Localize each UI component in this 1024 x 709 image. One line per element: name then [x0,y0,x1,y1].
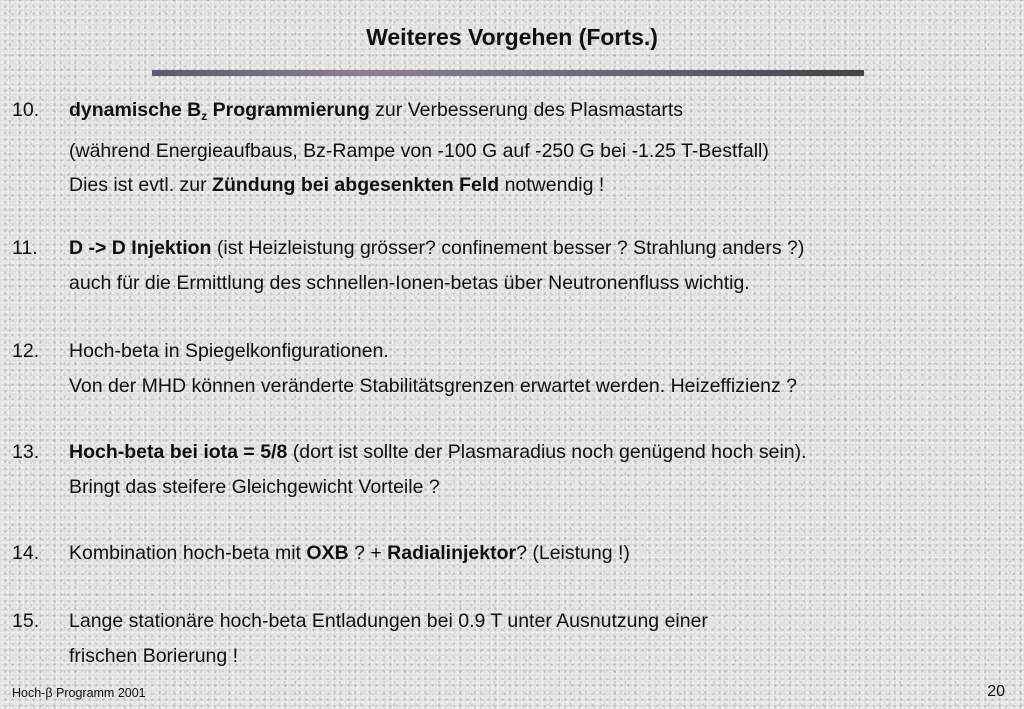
slide-title: Weiteres Vorgehen (Forts.) [366,24,658,50]
bold-text: Zündung bei abgesenkten Feld [212,174,500,196]
text-segment: Lange stationäre hoch-beta Entladungen bei 0.9 T unter Ausnutzung einer [69,610,708,632]
text-segment: Von der MHD können veränderte Stabilitätsgrenzen erwartet werden. Heizeffizienz ? [69,374,798,397]
text-segment: notwendig ! [499,174,605,196]
item-line [69,266,1019,301]
text-segment: ? + [348,542,388,564]
item-text [69,536,1019,571]
item-line [69,369,1019,404]
item-number: 12. [12,340,40,362]
text-segment: (ist Heizleistung grösser? confinement besser ? Strahlung anders ?) [211,237,805,259]
text-segment: Kombination hoch-beta mit [69,542,307,564]
title-underline [152,70,864,76]
item-number: 15. [12,610,40,632]
footer-caption: Hoch-β Programm 2001 [12,686,146,700]
item-text [69,435,1019,504]
bold-text: dynamische B [69,99,202,121]
item-line [69,231,1019,266]
text-segment: Hoch-beta in Spiegelkonfigurationen. [69,340,389,362]
text-segment: (dort ist sollte der Plasmaradius noch genügend hoch sein). [287,441,807,463]
bold-text: OXB [306,542,349,564]
text-segment: zur Verbesserung des Plasmastarts [369,99,683,121]
bold-text: Radialinjektor [387,542,517,564]
text-segment: frischen Borierung ! [69,644,239,667]
text-segment: auch für die Ermittlung des schnellen-Ionen-betas über Neutronenfluss wichtig. [69,271,750,294]
bold-text: Hoch-beta bei iota = 5/8 [69,441,288,463]
item-number: 10. [12,99,40,121]
item-line [69,536,1019,571]
item-line [69,470,1019,505]
item-number: 13. [12,441,40,463]
text-segment: ? (Leistung !) [516,542,630,564]
item-text [69,93,1019,203]
item-line [69,168,1019,203]
text-segment: Bringt das steifere Gleichgewicht Vorteile ? [69,475,440,498]
item-text [69,334,1019,403]
item-line [69,93,1019,134]
item-line [69,134,1019,169]
bold-text: z [201,109,208,123]
item-text [69,604,1019,673]
item-number: 11. [12,237,38,259]
item-line [69,435,1019,470]
item-text [69,231,1019,300]
bold-text: D -> D Injektion [69,237,212,259]
page-number: 20 [987,683,1005,700]
item-line [69,639,1019,674]
text-segment: Dies ist evtl. zur [69,174,213,196]
bold-text: Programmierung [207,99,370,121]
text-segment: (während Energieaufbaus, Bz-Rampe von -100 G auf -250 G bei -1.25 T-Bestfall) [69,139,769,162]
item-number: 14. [12,542,40,564]
item-line [69,604,1019,639]
item-line [69,334,1019,369]
